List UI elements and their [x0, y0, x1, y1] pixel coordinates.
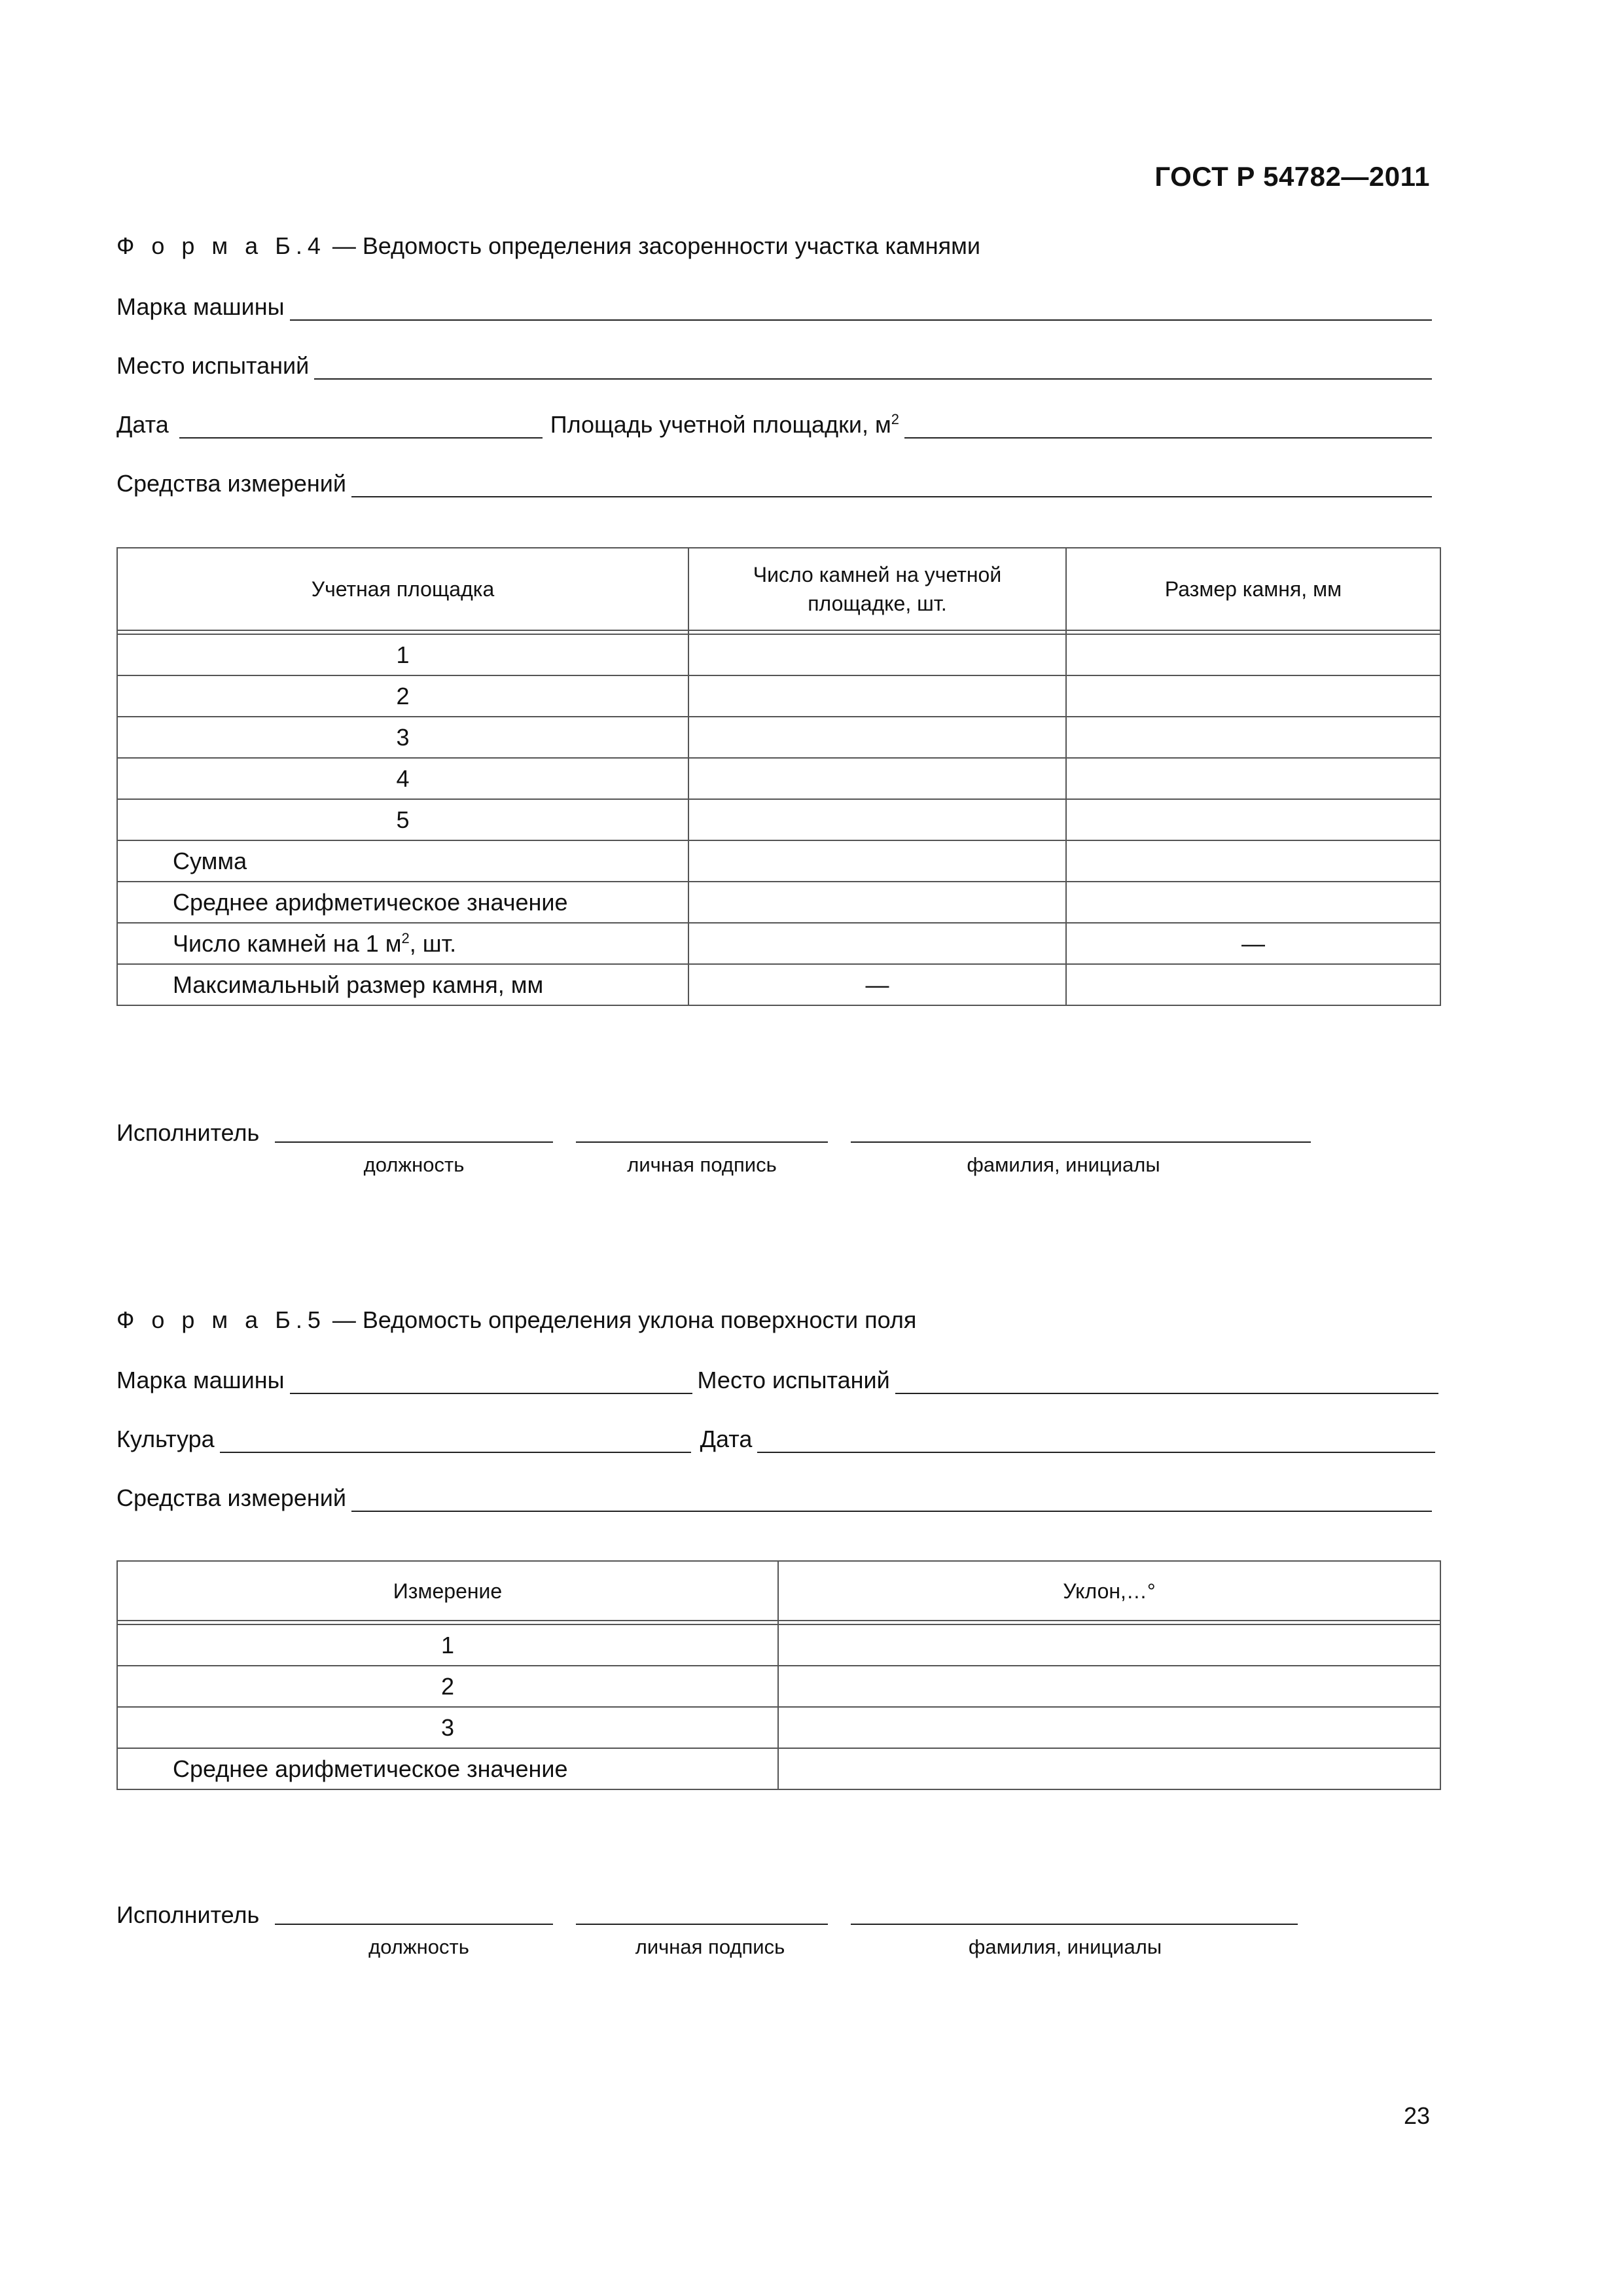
header-measurement: Измерение — [117, 1561, 778, 1621]
table-header-row — [117, 548, 1440, 630]
cell-size[interactable] — [1066, 840, 1440, 882]
instruments-label: Средства измерений — [116, 1484, 347, 1511]
header-slope: Уклон,…° — [778, 1561, 1440, 1621]
table-row — [117, 1666, 1440, 1707]
table-row-density — [117, 923, 1440, 964]
cell-count[interactable] — [688, 840, 1066, 882]
cell-count[interactable] — [688, 675, 1066, 717]
cell-size[interactable] — [1066, 799, 1440, 840]
form-b5-title — [116, 1306, 916, 1334]
form-b4-title-text: — Ведомость определения засоренности участка камнями — [325, 232, 981, 259]
table-row — [117, 717, 1440, 758]
cell-size[interactable] — [1066, 758, 1440, 799]
table-row — [117, 1624, 1440, 1666]
date-input-line[interactable] — [179, 411, 543, 439]
cell-slope[interactable] — [778, 1707, 1440, 1748]
table-row-sum — [117, 840, 1440, 882]
form-b4-signature-caption: личная подпись — [627, 1153, 777, 1176]
table-row — [117, 634, 1440, 675]
area-input-line[interactable] — [904, 411, 1432, 439]
document-code: ГОСТ Р 54782—2011 — [1154, 161, 1430, 192]
form-b5-machine-site-field — [116, 1367, 1438, 1394]
date-label: Дата — [700, 1426, 753, 1452]
date-input-line[interactable] — [757, 1426, 1435, 1453]
form-b4-machine-brand-field — [116, 293, 1432, 321]
table-header-row — [117, 1561, 1440, 1621]
test-site-label: Место испытаний — [697, 1367, 890, 1393]
cell-size[interactable] — [1066, 675, 1440, 717]
test-site-label: Место испытаний — [116, 352, 310, 379]
form-b5-signature-caption: личная подпись — [635, 1935, 785, 1958]
cell-count[interactable] — [688, 882, 1066, 923]
form-b5-crop-date-field — [116, 1426, 1435, 1453]
form-b5-title-prefix: Ф о р м а Б.5 — [116, 1306, 326, 1333]
table-row-mean — [117, 882, 1440, 923]
cell-dash: — — [1066, 923, 1440, 964]
crop-label: Культура — [116, 1426, 215, 1452]
table-row-mean — [117, 1748, 1440, 1789]
form-b5-title-text: — Ведомость определения уклона поверхности поля — [325, 1306, 917, 1333]
cell-slope[interactable] — [778, 1666, 1440, 1707]
cell-count[interactable] — [688, 758, 1066, 799]
density-label-sup: 2 — [401, 929, 410, 946]
form-b5-executor-label: Исполнитель — [116, 1901, 260, 1928]
cell-mean-label: Среднее арифметическое значение — [117, 1748, 778, 1789]
table-row — [117, 799, 1440, 840]
cell-measurement: 1 — [117, 1624, 778, 1666]
cell-count[interactable] — [688, 717, 1066, 758]
cell-max-size-label: Максимальный размер камня, мм — [117, 964, 688, 1005]
instruments-input-line[interactable] — [351, 1484, 1432, 1512]
cell-mean-label: Среднее арифметическое значение — [117, 882, 688, 923]
form-b4-name-line[interactable] — [851, 1141, 1311, 1143]
density-label-unit: , шт. — [409, 929, 457, 957]
form-b5-instruments-field — [116, 1484, 1432, 1512]
form-b4-position-line[interactable] — [275, 1141, 553, 1143]
form-b5-signature-line[interactable] — [576, 1924, 828, 1925]
density-label-text: Число камней на 1 м — [173, 929, 402, 957]
machine-brand-input-line[interactable] — [290, 1367, 692, 1394]
form-b5-name-line[interactable] — [851, 1924, 1298, 1925]
cell-slope[interactable] — [778, 1624, 1440, 1666]
instruments-input-line[interactable] — [351, 470, 1432, 497]
test-site-input-line[interactable] — [895, 1367, 1438, 1394]
form-b4-signature-line[interactable] — [576, 1141, 828, 1143]
machine-brand-label: Марка машины — [116, 1367, 285, 1393]
header-plot: Учетная площадка — [117, 548, 688, 630]
cell-count[interactable] — [688, 799, 1066, 840]
form-b5-position-line[interactable] — [275, 1924, 553, 1925]
cell-size[interactable] — [1066, 882, 1440, 923]
date-label: Дата — [116, 411, 169, 438]
cell-sum-label: Сумма — [117, 840, 688, 882]
form-b4-executor-label: Исполнитель — [116, 1119, 260, 1146]
form-b4-test-site-field — [116, 352, 1432, 380]
header-stone-size: Размер камня, мм — [1066, 548, 1440, 630]
form-b4-title — [116, 232, 980, 260]
cell-measurement: 2 — [117, 1666, 778, 1707]
cell-plot: 3 — [117, 717, 688, 758]
form-b4-title-prefix: Ф о р м а Б.4 — [116, 232, 326, 259]
cell-count[interactable] — [688, 923, 1066, 964]
form-b4-name-caption: фамилия, инициалы — [967, 1153, 1160, 1176]
header-stone-count: Число камней на учетной площадке, шт. — [688, 548, 1066, 630]
form-b5-position-caption: должность — [368, 1935, 469, 1958]
instruments-label: Средства измерений — [116, 470, 347, 497]
area-label-sup: 2 — [891, 411, 899, 427]
table-row — [117, 1707, 1440, 1748]
area-label — [550, 411, 904, 439]
page-number: 23 — [1403, 2102, 1430, 2129]
table-row — [117, 675, 1440, 717]
cell-slope[interactable] — [778, 1748, 1440, 1789]
form-b4-position-caption: должность — [363, 1153, 465, 1176]
crop-input-line[interactable] — [220, 1426, 691, 1453]
cell-plot: 5 — [117, 799, 688, 840]
form-b4-date-area-field — [116, 411, 1432, 439]
cell-density-label — [117, 923, 688, 964]
test-site-input-line[interactable] — [314, 352, 1432, 380]
machine-brand-label: Марка машины — [116, 293, 285, 320]
table-row-max-size — [117, 964, 1440, 1005]
cell-plot: 2 — [117, 675, 688, 717]
machine-brand-input-line[interactable] — [290, 293, 1432, 321]
cell-dash: — — [688, 964, 1066, 1005]
form-b4-instruments-field — [116, 470, 1432, 497]
cell-size[interactable] — [1066, 964, 1440, 1005]
cell-size[interactable] — [1066, 717, 1440, 758]
form-b5-name-caption: фамилия, инициалы — [968, 1935, 1162, 1958]
form-b5-table — [116, 1560, 1441, 1790]
cell-count[interactable] — [688, 634, 1066, 675]
table-row — [117, 758, 1440, 799]
cell-plot: 4 — [117, 758, 688, 799]
cell-plot: 1 — [117, 634, 688, 675]
cell-size[interactable] — [1066, 634, 1440, 675]
form-b4-table — [116, 547, 1441, 1006]
area-label-text: Площадь учетной площадки, м — [550, 411, 891, 438]
cell-measurement: 3 — [117, 1707, 778, 1748]
